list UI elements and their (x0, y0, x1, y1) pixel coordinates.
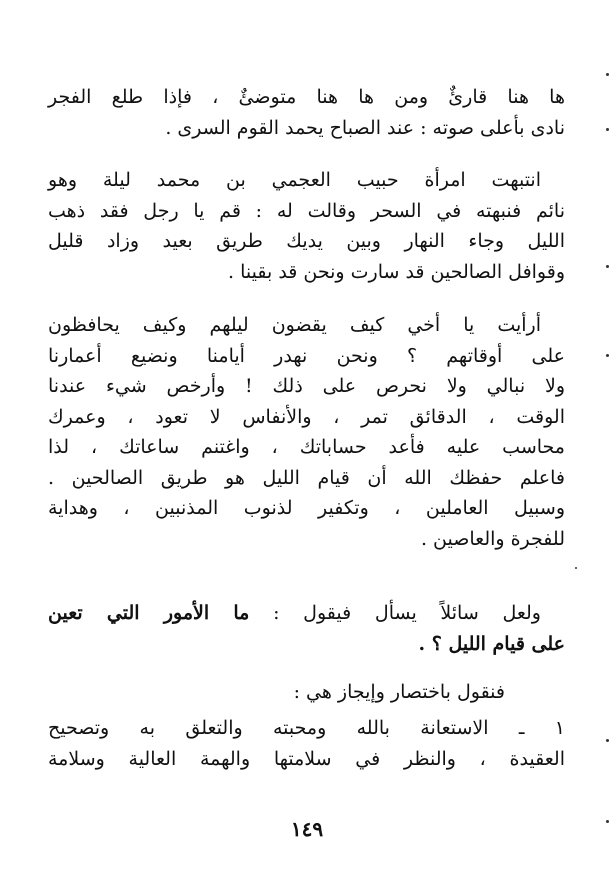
text-line: العقيدة ، والنظر في سلامتها والهمة العالية وسلامة (48, 747, 565, 770)
margin-mark (606, 354, 609, 357)
text-line: ولا نبالي ولا نحرص على ذلك ! وأرخص شيء عندنا (48, 375, 565, 397)
paragraph-5 (48, 677, 565, 708)
paragraph-1 (48, 82, 565, 143)
margin-mark (606, 73, 609, 76)
margin-mark (606, 820, 609, 823)
text-line: ١ ـ الاستعانة بالله ومحبته والتعلق به وتصحيح (48, 717, 565, 739)
page-number: ١٤٩ (290, 817, 324, 841)
text-line: فاعلم حفظك الله أن قيام الليل هو طريق الصالحين . (48, 466, 565, 489)
text-line: ها هنا قارئٌ ومن ها هنا متوضئٌ ، فإذا طلع الفجر (48, 86, 565, 108)
paragraph-2 (48, 165, 565, 287)
question-lead: ولعل سائلاً يسأل فيقول : (273, 602, 541, 624)
text-line: فنقول باختصار وإيجاز هي : (293, 681, 505, 703)
text-line: وسبيل العاملين ، وتكفير لذنوب المذنبين ، وهداية (48, 497, 565, 519)
text-line: أرأيت يا أخي كيف يقضون ليلهم وكيف يحافظون (48, 314, 541, 336)
margin-mark (606, 739, 609, 742)
text-line: على قيام الليل ؟ . (418, 632, 565, 655)
paragraph-4 (48, 598, 565, 659)
paragraph-3 (48, 310, 565, 554)
text-line (48, 598, 565, 629)
text-line: على أوقاتهم ؟ ونحن نهدر أيامنا ونضيع أعمارنا (48, 344, 565, 367)
margin-mark (575, 567, 577, 569)
text-line: الوقت ، الدقائق تمر ، والأنفاس لا تعود ، وعمرك (48, 405, 565, 428)
margin-mark (606, 128, 609, 131)
paragraph-6 (48, 713, 565, 774)
text-line: محاسب عليه فأعد حساباتك ، واغتنم ساعاتك ، لذا (48, 436, 565, 458)
margin-mark (606, 265, 609, 268)
text-line: الليل وجاء النهار وبين يديك طريق بعيد وزاد قليل (48, 230, 565, 252)
text-line: للفجرة والعاصين . (420, 527, 565, 550)
text-line: وقوافل الصالحين قد سارت ونحن قد بقينا . (228, 260, 565, 283)
question-bold: ما الأمور التي تعين (48, 602, 250, 624)
text-line: نادى بأعلى صوته : عند الصباح يحمد القوم السرى . (165, 116, 565, 139)
text-line: نائم فنبهته في السحر وقالت له : قم يا رجل فقد ذهب (48, 199, 565, 222)
text-line: انتبهت امرأة حبيب العجمي بن محمد ليلة وهو (48, 169, 541, 191)
